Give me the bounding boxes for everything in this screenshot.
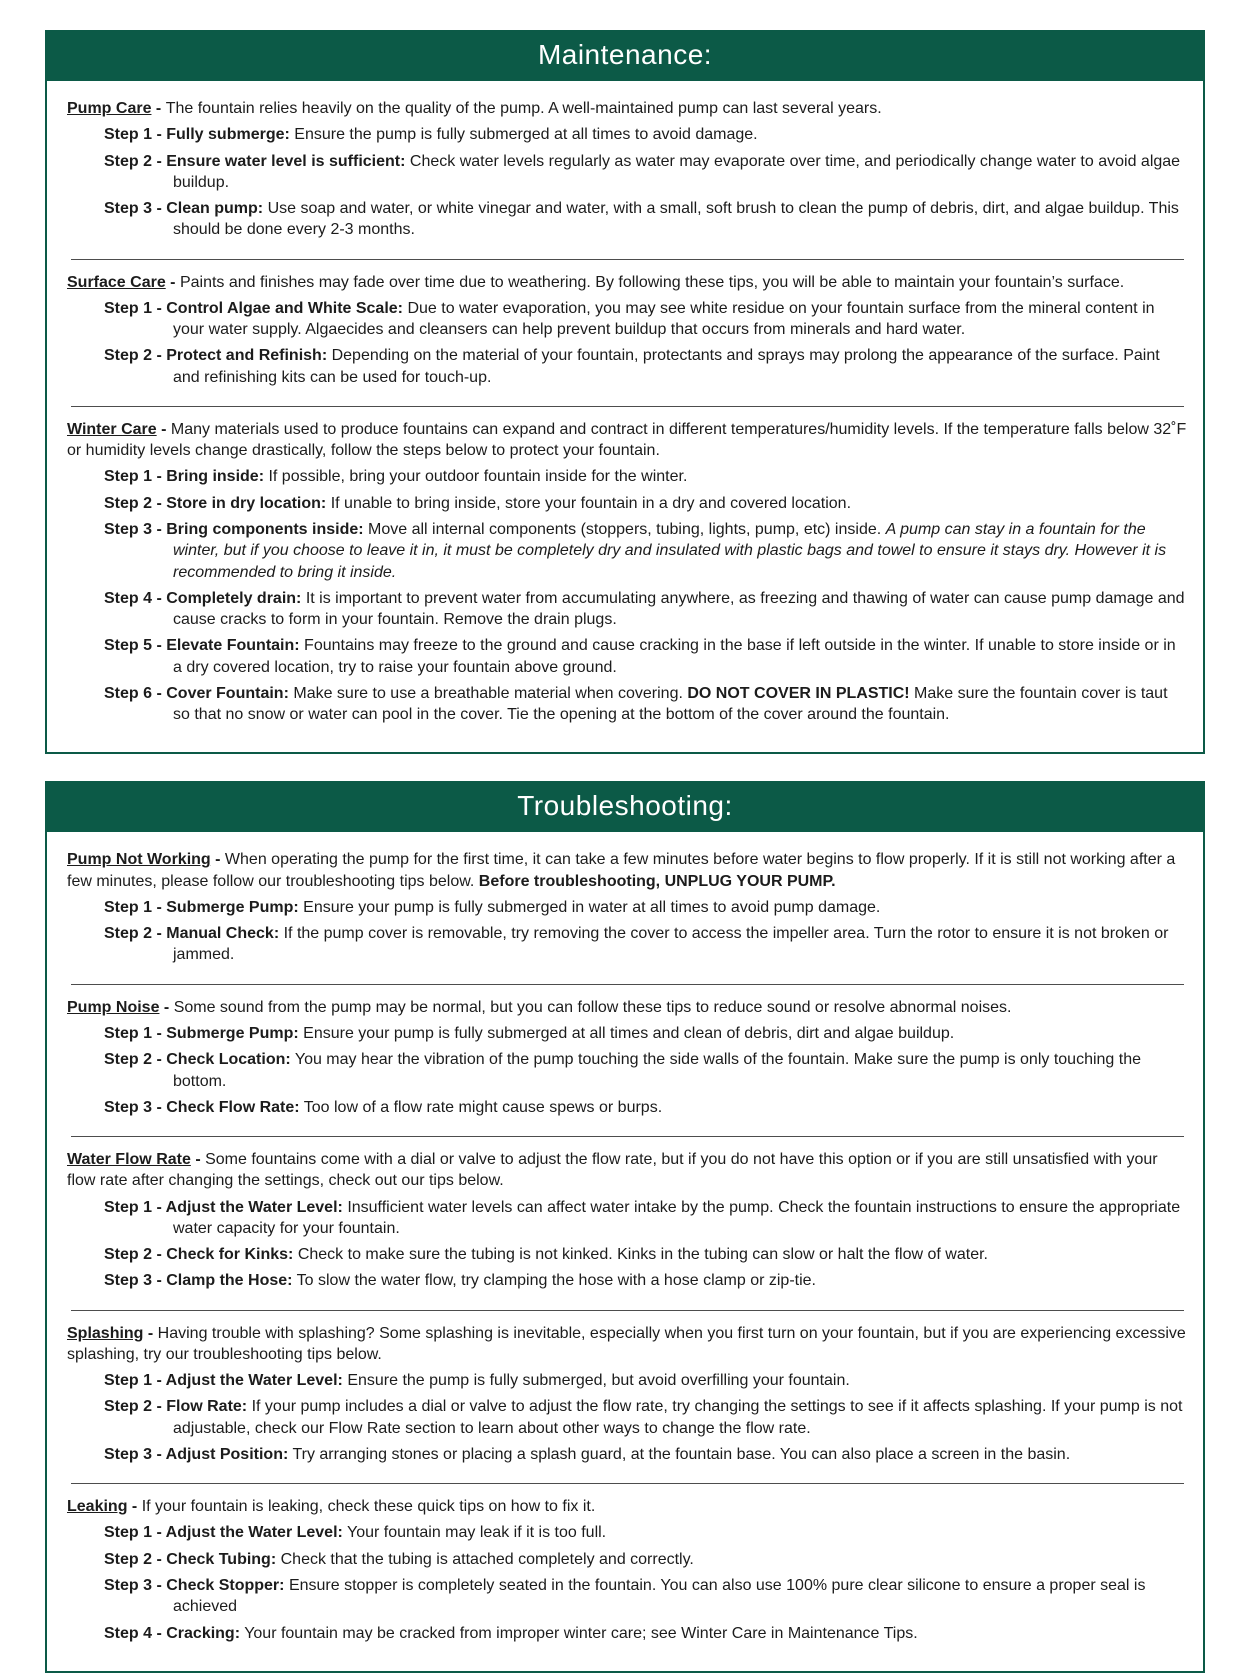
step-row [104, 198, 1188, 241]
step-row [104, 1444, 1188, 1465]
divider [71, 259, 1184, 260]
topic-group [67, 1314, 1188, 1481]
group-heading: Leaking [67, 1498, 128, 1516]
divider [71, 1310, 1184, 1311]
step-lead: Step 3 - Clamp the Hose: [104, 1272, 293, 1290]
text-run: Make sure to use a breathable material when covering. [293, 684, 688, 702]
text-run: Try arranging stones or placing a splash guard, at the fountain base. You can also place a screen in the basin. [292, 1445, 1071, 1463]
group-heading: Water Flow Rate [67, 1151, 191, 1169]
text-run: To slow the water flow, try clamping the hose with a hose clamp or zip-tie. [296, 1272, 816, 1290]
text-run: Ensure your pump is fully submerged in water at all times to avoid pump damage. [303, 898, 881, 916]
text-run: Depending on the material of your fountain, protectants and sprays may prolong the appearance of the surface. Paint and refinishing kits can be used for touch-up. [173, 347, 1160, 386]
text-run: Before troubleshooting, UNPLUG YOUR PUMP. [478, 872, 836, 890]
step-row [104, 1396, 1188, 1439]
step-lead: Step 6 - Cover Fountain: [104, 684, 289, 702]
topic-group [67, 840, 1188, 980]
heading-separator: - [156, 420, 171, 438]
step-row [104, 1244, 1188, 1265]
heading-separator: - [165, 273, 180, 291]
section-header: Troubleshooting: [47, 783, 1203, 832]
divider [71, 1483, 1184, 1484]
group-intro [67, 1496, 1188, 1517]
group-heading: Pump Care [67, 100, 152, 117]
section-body [47, 81, 1203, 752]
step-lead: Step 1 - Control Algae and White Scale: [104, 299, 403, 317]
group-intro [67, 419, 1188, 462]
text-run: You may hear the vibration of the pump touching the side walls of the fountain. Make sure the pump is only touching the bottom. [173, 1051, 1142, 1090]
text-run: It is important to prevent water from accumulating anywhere, as freezing and thawing of water can cause pump damage and cause cracks to form in your fountain. Remove the drain plugs. [173, 589, 1185, 629]
text-run: Insufficient water levels can affect water intake by the pump. Check the fountain instructions to ensure the appropriate water capacity for your fountain. [173, 1198, 1181, 1237]
step-lead: Step 5 - Elevate Fountain: [104, 637, 300, 655]
text-run: Ensure the pump is fully submerged at all times to avoid damage. [294, 126, 758, 144]
text-run: A pump can stay in a fountain for the winter, but if you choose to leave it in, it must be completely dry and insulated with plastic bags and towel to ensure it stays dry. However it is recommended to bring it inside. [173, 520, 1167, 581]
text-run: If unable to bring inside, store your fountain in a dry and covered location. [330, 494, 852, 512]
group-intro [67, 98, 1188, 119]
step-row [104, 588, 1188, 631]
step-row [104, 923, 1188, 966]
step-lead: Step 1 - Adjust the Water Level: [104, 1524, 343, 1542]
step-row [104, 635, 1188, 678]
step-lead: Step 3 - Clean pump: [104, 200, 264, 218]
section-body [47, 832, 1203, 1670]
step-row [104, 1270, 1188, 1291]
text-run: Use soap and water, or white vinegar and water, with a small, soft brush to clean the pump of debris, dirt, and algae buildup. This should be done every 2-3 months. [173, 200, 1179, 239]
step-lead: Step 3 - Bring components inside: [104, 520, 364, 538]
group-intro [67, 849, 1188, 892]
group-intro [67, 272, 1188, 293]
text-run: Many materials used to produce fountains can expand and contract in different temperatures/humidity levels. If the temperature falls below 32˚F or humidity levels change drastically, follow the steps below to protect your fountain. [67, 420, 1187, 460]
step-row [104, 683, 1188, 726]
step-row [104, 897, 1188, 918]
step-lead: Step 4 - Completely drain: [104, 589, 302, 607]
text-run: DO NOT COVER IN PLASTIC! [687, 684, 910, 702]
step-row [104, 1575, 1188, 1618]
heading-separator: - [143, 1324, 158, 1342]
step-row [104, 493, 1188, 514]
divider [71, 406, 1184, 407]
heading-separator: - [159, 998, 174, 1016]
group-heading: Pump Noise [67, 998, 160, 1016]
step-row [104, 1049, 1188, 1092]
step-lead: Step 4 - Cracking: [104, 1624, 241, 1642]
step-lead: Step 2 - Store in dry location: [104, 494, 327, 512]
step-lead: Step 2 - Ensure water level is sufficient: [104, 152, 406, 170]
heading-separator: - [190, 1151, 206, 1169]
text-run: If your fountain is leaking, check these quick tips on how to fix it. [141, 1498, 596, 1516]
text-run: Due to water evaporation, you may see white residue on your fountain surface from the mineral content in your water supply. Algaecides and cleansers can help prevent buildup that occurs from minerals and hard water. [173, 299, 1155, 339]
step-row [104, 1623, 1188, 1644]
text-run: Make sure the fountain cover is taut so that no snow or water can pool in the cover. Tie the opening at the bottom of the cover around the fountain. [173, 684, 1168, 724]
step-row [104, 1370, 1188, 1391]
step-row [104, 151, 1188, 194]
heading-separator: - [210, 851, 225, 869]
step-lead: Step 1 - Adjust the Water Level: [104, 1372, 343, 1390]
group-intro [67, 997, 1188, 1018]
group-heading: Surface Care [67, 273, 166, 291]
step-lead: Step 2 - Check Location: [104, 1051, 291, 1069]
step-lead: Step 2 - Protect and Refinish: [104, 347, 328, 365]
text-run: If possible, bring your outdoor fountain inside for the winter. [268, 468, 688, 486]
text-run: Ensure the pump is fully submerged, but avoid overfilling your fountain. [347, 1372, 850, 1390]
section-box [45, 781, 1205, 1672]
divider [71, 984, 1184, 985]
text-run: If the pump cover is removable, try removing the cover to access the impeller area. Turn the rotor to ensure it is not broken or jammed. [173, 925, 1169, 964]
step-lead: Step 2 - Check for Kinks: [104, 1246, 294, 1264]
text-run: Paints and finishes may fade over time due to weathering. By following these tips, you will be able to maintain your fountain’s surface. [179, 273, 1125, 291]
section-header: Maintenance: [47, 32, 1203, 81]
step-row [104, 1097, 1188, 1118]
step-row [104, 1522, 1188, 1543]
step-row [104, 519, 1188, 583]
text-run: Your fountain may leak if it is too full. [347, 1524, 607, 1542]
divider [71, 1136, 1184, 1137]
step-lead: Step 2 - Check Tubing: [104, 1550, 277, 1568]
step-lead: Step 3 - Check Stopper: [104, 1577, 285, 1595]
topic-group [67, 988, 1188, 1133]
text-run: Some sound from the pump may be normal, but you can follow these tips to reduce sound or resolve abnormal noises. [173, 998, 1012, 1016]
topic-group [67, 1140, 1188, 1307]
topic-group [67, 410, 1188, 740]
group-intro [67, 1323, 1188, 1366]
topic-group [67, 263, 1188, 403]
group-heading: Pump Not Working [67, 851, 211, 869]
step-lead: Step 2 - Flow Rate: [104, 1398, 248, 1416]
group-heading: Winter Care [67, 420, 157, 438]
step-row [104, 124, 1188, 145]
text-run: Move all internal components (stoppers, tubing, lights, pump, etc) inside. [368, 520, 886, 538]
text-run: Too low of a flow rate might cause spews or burps. [303, 1098, 663, 1116]
step-lead: Step 1 - Bring inside: [104, 468, 265, 486]
group-heading: Splashing [67, 1324, 144, 1342]
heading-separator: - [151, 100, 166, 117]
text-run: The fountain relies heavily on the quality of the pump. A well-maintained pump can last several years. [165, 100, 882, 117]
text-run: Check water levels regularly as water may evaporate over time, and periodically change water to avoid algae buildup. [173, 152, 1181, 191]
text-run: Your fountain may be cracked from improper winter care; see Winter Care in Maintenance Tips. [244, 1624, 918, 1642]
step-lead: Step 3 - Adjust Position: [104, 1445, 289, 1463]
step-row [104, 1549, 1188, 1570]
text-run: Ensure your pump is fully submerged at all times and clean of debris, dirt and algae buildup. [303, 1024, 955, 1042]
group-intro [67, 1149, 1188, 1192]
step-row [104, 298, 1188, 341]
step-lead: Step 2 - Manual Check: [104, 925, 280, 943]
text-run: Fountains may freeze to the ground and cause cracking in the base if left outside in the winter. If unable to store inside or in a dry covered location, try to raise your fountain above ground. [173, 637, 1176, 676]
heading-separator: - [127, 1498, 142, 1516]
topic-group [67, 89, 1188, 256]
text-run: When operating the pump for the first time, it can take a few minutes before water begins to flow properly. If it is still not working after a few minutes, please follow our troubleshooting tips below. [67, 851, 1176, 890]
text-run: Check that the tubing is attached completely and correctly. [280, 1550, 694, 1568]
step-lead: Step 1 - Submerge Pump: [104, 898, 299, 916]
topic-group [67, 1487, 1188, 1659]
step-row [104, 345, 1188, 388]
text-run: Ensure stopper is completely seated in the fountain. You can also use 100% pure clear silicone to ensure a proper seal is achieved [173, 1577, 1146, 1616]
step-row [104, 1197, 1188, 1240]
step-row [104, 1023, 1188, 1044]
step-lead: Step 1 - Fully submerge: [104, 126, 290, 144]
step-lead: Step 1 - Adjust the Water Level: [104, 1198, 343, 1216]
step-row [104, 466, 1188, 487]
section-box [45, 30, 1205, 754]
text-run: Check to make sure the tubing is not kinked. Kinks in the tubing can slow or halt the flow of water. [297, 1246, 988, 1264]
step-lead: Step 1 - Submerge Pump: [104, 1024, 299, 1042]
text-run: If your pump includes a dial or valve to adjust the flow rate, try changing the settings to see if it affects splashing. If your pump is not adjustable, check our Flow Rate section to learn about other ways to change the flow rate. [173, 1398, 1183, 1437]
text-run: Having trouble with splashing? Some splashing is inevitable, especially when you first turn on your fountain, but if you are experiencing excessive splashing, try our troubleshooting tips below. [67, 1324, 1186, 1363]
text-run: Some fountains come with a dial or valve to adjust the flow rate, but if you do not have this option or if you are still unsatisfied with your flow rate after changing the settings, check out our tips below. [67, 1151, 1158, 1190]
step-lead: Step 3 - Check Flow Rate: [104, 1098, 300, 1116]
